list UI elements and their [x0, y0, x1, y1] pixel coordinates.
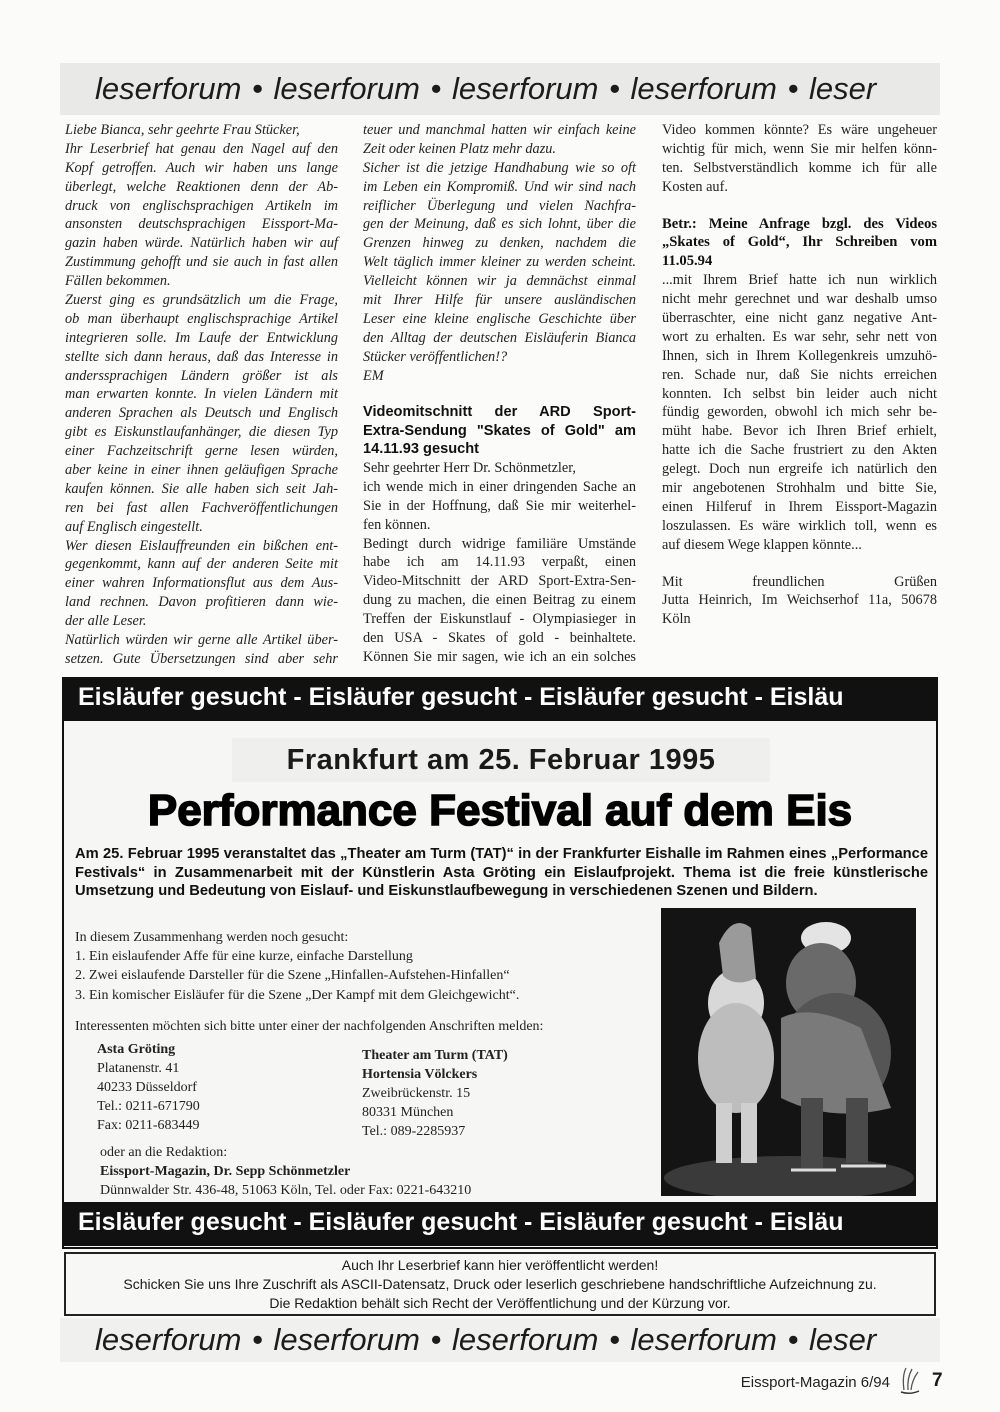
notice-line: Die Redaktion behält sich Recht der Veröffentlichung und der Kürzung vor. — [269, 1295, 731, 1311]
text-line: gegenkommt, kann auf der anderen Seite mit — [65, 556, 338, 573]
text-line: EM — [363, 367, 384, 384]
paragraph — [65, 140, 338, 291]
editorial-intro: oder an die Redaktion: — [100, 1145, 228, 1160]
paragraph — [363, 159, 636, 367]
text-line: kaufen können. Sie alle haben sich seit Jah- — [65, 480, 338, 497]
article-heading — [363, 403, 636, 459]
text-line: loszulassen. Es wäre wirklich toll, wenn es — [662, 517, 937, 534]
contact-line: Tel.: 0211-671790 — [97, 1099, 200, 1114]
text-line: einer wahren Informationsflut aus dem Aus- — [65, 575, 338, 592]
paragraph — [363, 478, 636, 535]
text-line: Videomitschnitt der ARD Sport- — [363, 404, 636, 421]
text-line: reiflicher Überlegung und vielen Nachfra- — [363, 197, 636, 214]
text-line: Ihr Leserbrief hat genau den Nagel auf den — [65, 140, 338, 157]
text-line: gazin haben würde. Natürlich haben wir auf — [65, 235, 338, 252]
contact-name: Asta Gröting — [97, 1042, 176, 1057]
text-line: land rechnen. Davon profitieren dann wie- — [65, 594, 338, 611]
spacer — [662, 555, 937, 573]
text-line: Zeit oder keinen Platz mehr dazu. — [363, 140, 556, 157]
reader-letter-notice — [64, 1252, 936, 1316]
ad-title: Performance Festival auf dem Eis — [147, 786, 853, 835]
text-line: mit Ihrer Hilfe für unsere ausländischen — [363, 292, 636, 309]
text-line: Video kommen könnte? Es wäre ungeheuer — [662, 122, 937, 138]
text-line: fen können. — [363, 516, 431, 533]
text-line: Jutta Heinrich, Im Weichserhof 11a, 50678 — [662, 592, 937, 609]
section-title: leserforum • leserforum • leserforum • leserforum • leser — [95, 71, 877, 106]
search-item: 2. Zwei eislaufende Darsteller für die Szene „Hinfallen-Aufstehen-Hinfallen“ — [75, 968, 510, 984]
text-line: Natürlich würden wir gerne alle Artikel über- — [65, 632, 338, 649]
text-line: hatte ich die Sache frustriert zu den Akten — [662, 442, 937, 459]
text-line: fündig geworden, obwohl ich mich sehr be- — [662, 404, 937, 421]
text-line: den USA - Skates of gold - beinhaltete. — [363, 629, 636, 646]
paragraph — [662, 573, 937, 630]
ad-banner-bottom — [62, 1202, 938, 1246]
text-line: wort zu erhalten. Es war sehr, sehr nett von — [662, 328, 937, 345]
text-line: Sicher ist die jetzige Handhabung wie so oft — [363, 159, 636, 176]
text-line: Sehr geehrter Herr Dr. Schönmetzler, — [363, 459, 577, 476]
text-line: wichtig für mich, wenn Sie mir helfen könn- — [662, 140, 937, 157]
notice-line: Auch Ihr Leserbrief kann hier veröffentlicht werden! — [341, 1257, 659, 1273]
paragraph — [65, 631, 338, 669]
contact-name: Theater am Turm (TAT) — [362, 1048, 508, 1063]
paragraph — [363, 459, 636, 478]
footer-band — [60, 1318, 940, 1362]
text-line: Welt täglich immer kleiner zu werden scheint. — [363, 254, 636, 271]
text-line: überlegt, welche Reaktionen denn der Ab- — [65, 178, 338, 195]
text-line: ten. Selbstverständlich komme ich für alle — [662, 159, 937, 176]
text-line: gen der Meinung, daß es sich lohnt, über die — [363, 216, 636, 233]
text-line: einen Hilferuf in Ihrem Eissport-Magazin — [662, 498, 937, 515]
text-line: überraschter, eine nicht ganz negative Ant- — [662, 310, 937, 327]
text-line: der alle Leser. — [65, 613, 147, 630]
text-line: stellte sich dann heraus, daß das Interesse in — [65, 348, 338, 365]
contact-theater-am-turm — [362, 1046, 508, 1141]
ad-search-list — [75, 928, 519, 1005]
text-line: Leser eine kleine englische Geschichte über — [363, 310, 636, 327]
editorial-name: Eissport-Magazin, Dr. Sepp Schönmetzler — [100, 1164, 351, 1179]
skater-logo-icon — [898, 1366, 922, 1396]
text-line: den Alltag der deutschen Eisläuferin Bianca — [363, 329, 636, 346]
section-title: leserforum • leserforum • leserforum • leserforum • leser — [95, 1322, 877, 1357]
article-column-2 — [363, 121, 636, 667]
text-line: dung zu machen, die einen Beitrag zu einem — [363, 592, 636, 609]
text-line: „Skates of Gold“, Ihr Schreiben vom — [662, 234, 937, 251]
paragraph — [65, 121, 338, 140]
contact-line: 80331 München — [362, 1105, 454, 1120]
text-line: Liebe Bianca, sehr geehrte Frau Stücker, — [65, 122, 300, 138]
text-line: Fällen bekommen. — [65, 273, 171, 290]
text-line: Extra-Sendung "Skates of Gold" am — [363, 422, 636, 439]
text-line: Köln — [662, 611, 691, 628]
text-line: anderen Sprachen als Deutsch und Englisch — [65, 405, 338, 422]
paragraph — [662, 121, 937, 197]
ad-intro: Am 25. Februar 1995 veranstaltet das „Theater am Turm (TAT)“ in der Frankfurter Eishalle im Rahmen eines „Performance Festivals“ in Zusammenarbeit mit der Künstlerin Asta Gröting ein Eislaufprojekt. Thema ist die freie künstlerische Umsetzung und Bedeutung von Eislauf- und Eiskunstlaufbewegung in verschiedenen Szenen und Bildern. — [75, 846, 928, 899]
paragraph — [65, 291, 338, 537]
text-line: Treffen der Eiskunstlauf - Olympiasieger in — [363, 611, 636, 628]
text-line: ren bei fast allen Fachveröffentlichungen — [65, 499, 338, 516]
text-line: einer Fachzeitschrift gerne lesen würden, — [65, 443, 338, 460]
text-line: druck von englischsprachigen Artikeln im — [65, 197, 338, 214]
text-line: Betr.: Meine Anfrage bzgl. des Videos — [662, 215, 937, 232]
spacer — [662, 197, 937, 215]
ad-banner-top — [62, 677, 938, 721]
text-line: Stücker veröffentlichen!? — [363, 348, 508, 365]
ad-date-heading: Frankfurt am 25. Februar 1995 — [232, 738, 770, 782]
paragraph — [662, 271, 937, 554]
text-line: Grenzen hinweg zu denken, nachdem die — [363, 235, 636, 252]
text-line: mir angebotenen Strohhalm und bitte Sie, — [662, 480, 937, 497]
text-line: habe ich am 14.11.93 verpaßt, einen — [363, 554, 636, 571]
text-line: 11.05.94 — [662, 253, 713, 270]
text-line: ansonsten deutschsprachigen Eissport-Ma- — [65, 216, 338, 233]
text-line: Video-Mitschnitt der ARD Sport-Extra-Sen- — [363, 573, 636, 590]
text-line: aber keine in einer ihnen geläufigen Sprache — [65, 462, 338, 479]
article-heading — [662, 215, 937, 272]
contact-name-2: Hortensia Völckers — [362, 1067, 478, 1082]
page-number: 7 — [932, 1370, 943, 1391]
text-line: setzen. Gute Übersetzungen sind aber sehr — [65, 650, 338, 667]
article-column-1 — [65, 121, 338, 669]
text-line: man erwarten konnte. In vielen Ländern mit — [65, 386, 338, 403]
notice-line: Schicken Sie uns Ihre Zuschrift als ASCII-Datensatz, Druck oder leserlich geschriebene handschriftliche Aufzeichnung zu. — [123, 1276, 877, 1292]
contact-line: Fax: 0211-683449 — [97, 1118, 200, 1133]
skaters-photo — [661, 908, 916, 1196]
text-line: konnten. Ich selbst bin leider auch nicht — [662, 385, 937, 402]
magazine-issue: Eissport-Magazin 6/94 — [740, 1374, 890, 1391]
ad-banner-text: Eisläufer gesucht - Eisläufer gesucht - Eisläufer gesucht - Eisläu — [78, 1208, 844, 1236]
text-line: gibt es Eiskunstlaufanhänger, die diesen Typ — [65, 424, 338, 441]
contact-asta-groeting — [97, 1040, 200, 1135]
text-line: Kopf getroffen. Auch wir haben uns lange — [65, 159, 338, 176]
text-line: gelegt. Doch nun ergreife ich natürlich den — [662, 461, 937, 478]
text-line: Bedingt durch widrige familiäre Umstände — [363, 535, 636, 552]
header-band — [60, 63, 940, 115]
text-line: nicht mehr gerechnet und war deshalb umso — [662, 291, 937, 308]
search-intro: In diesem Zusammenhang werden noch gesucht: — [75, 930, 349, 945]
text-line: im Leben ein Kompromiß. Und wir sind nach — [363, 178, 636, 195]
article-column-3 — [662, 121, 937, 629]
text-line: Wer diesen Eislauffreunden ein bißchen ent- — [65, 537, 338, 554]
contact-line: Platanenstr. 41 — [97, 1061, 180, 1076]
text-line: Vielleicht können wir ja demnächst einmal — [363, 273, 636, 290]
text-line: Mit freundlichen Grüßen — [662, 573, 937, 590]
contact-line: Zweibrückenstr. 15 — [362, 1086, 471, 1101]
text-line: auf diesem Wege klappen könnte... — [662, 536, 862, 553]
text-line: anderssprachigen Ländern größer ist als — [65, 367, 338, 384]
contact-line: Tel.: 089-2285937 — [362, 1124, 466, 1139]
contact-editorial — [100, 1143, 471, 1200]
text-line: auf Englisch eingestellt. — [65, 518, 203, 535]
text-line: ...mit Ihrem Brief hatte ich nun wirklich — [662, 272, 937, 289]
text-line: 14.11.93 gesucht — [363, 441, 480, 458]
text-line: Zustimmung gehofft und sie auch in fast allen — [65, 254, 338, 271]
contact-line: 40233 Düsseldorf — [97, 1080, 197, 1095]
paragraph — [363, 535, 636, 667]
text-line: Können Sie mir sagen, wie ich an ein solches — [363, 648, 636, 665]
text-line: teuer und manchmal hatten wir einfach keine — [363, 122, 636, 138]
text-line: ren. Schade nur, daß Sie nichts erreichen — [662, 366, 937, 383]
contact-intro: Interessenten möchten sich bitte unter einer der nachfolgenden Anschriften melden: — [75, 1019, 544, 1034]
text-line: Kosten auf. — [662, 178, 728, 195]
text-line: ich wende mich in einer dringenden Sache an — [363, 478, 636, 495]
text-line: integrieren solle. Im Laufe der Entwicklung — [65, 329, 338, 346]
paragraph — [65, 537, 338, 631]
text-line: Zuerst ging es grundsätzlich um die Frage, — [65, 292, 338, 309]
ad-banner-text: Eisläufer gesucht - Eisläufer gesucht - Eisläufer gesucht - Eisläu — [78, 683, 844, 711]
paragraph — [363, 367, 636, 386]
search-item: 3. Ein komischer Eisläufer für die Szene „Der Kampf mit dem Gleichgewicht“. — [75, 987, 520, 1003]
text-line: ob man überhaupt englischsprachige Artikel — [65, 310, 338, 327]
text-line: Ihnen, sich in Ihrem Kollegenkreis umzuhö- — [662, 347, 937, 364]
editorial-address: Dünnwalder Str. 436-48, 51063 Köln, Tel. oder Fax: 0221-643210 — [100, 1183, 472, 1198]
paragraph — [363, 121, 636, 159]
text-line: müht habe. Bevor ich Ihren Brief erhielt, — [662, 423, 937, 440]
search-item: 1. Ein eislaufender Affe für eine kurze, einfache Darstellung — [75, 949, 413, 965]
spacer — [363, 385, 636, 403]
text-line: Sie in der Hoffnung, daß Sie mir weiterhel- — [363, 497, 636, 514]
